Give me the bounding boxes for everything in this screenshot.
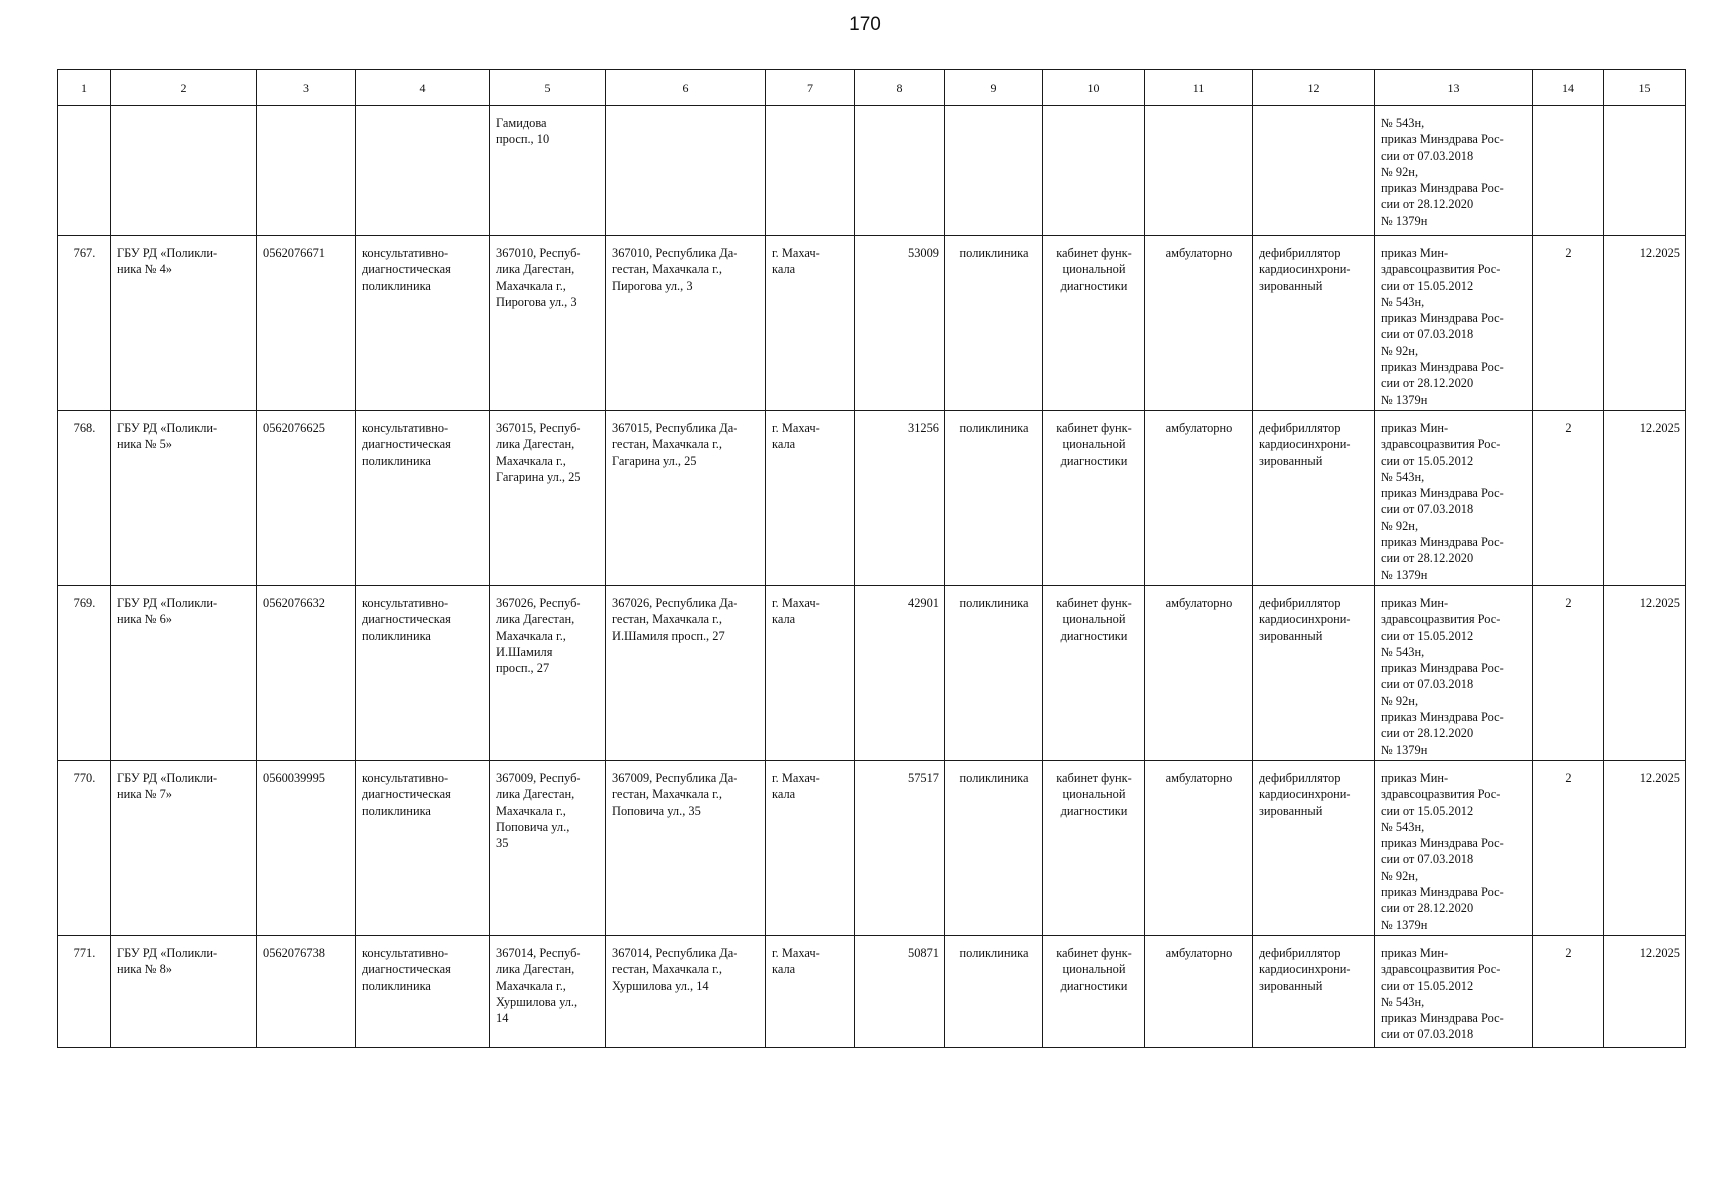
table-cell-col-10: кабинет функ- циональной диагностики: [1043, 411, 1145, 586]
column-header: 7: [766, 70, 855, 106]
table-cell-col-11: амбулаторно: [1145, 236, 1253, 411]
table-cell-col-11: амбулаторно: [1145, 586, 1253, 761]
table-cell-col-1: 768.: [58, 411, 111, 586]
table-cell-col-12: [1253, 106, 1375, 236]
table-cell-col-14: 2: [1533, 236, 1604, 411]
table-cell-col-7: г. Махач- кала: [766, 586, 855, 761]
table-cell-col-5: 367010, Респуб- лика Дагестан, Махачкала г., Пирогова ул., 3: [490, 236, 606, 411]
column-header: 6: [606, 70, 766, 106]
table-cell-col-2: ГБУ РД «Поликли- ника № 6»: [111, 586, 257, 761]
table-row: [58, 106, 1686, 236]
table-cell-col-3: 0560039995: [257, 761, 356, 936]
table-cell-col-7: г. Махач- кала: [766, 936, 855, 1048]
table-row: [58, 586, 1686, 761]
table-cell-col-6: 367009, Республика Да- гестан, Махачкала г., Поповича ул., 35: [606, 761, 766, 936]
column-header: 13: [1375, 70, 1533, 106]
table-cell-col-5: 367009, Респуб- лика Дагестан, Махачкала г., Поповича ул., 35: [490, 761, 606, 936]
table-cell-col-12: дефибриллятор кардиосинхрони- зированный: [1253, 236, 1375, 411]
table-cell-col-13: приказ Мин- здравсоцразвития Рос- сии от 15.05.2012 № 543н, приказ Минздрава Рос- сии от 07.03.2018 № 92н, приказ Минздрава Рос- сии от 28.12.2020 № 1379н: [1375, 586, 1533, 761]
header-row: [58, 70, 1686, 106]
table-cell-col-6: [606, 106, 766, 236]
table-cell-col-13: № 543н, приказ Минздрава Рос- сии от 07.03.2018 № 92н, приказ Минздрава Рос- сии от 28.12.2020 № 1379н: [1375, 106, 1533, 236]
table-cell-col-9: поликлиника: [945, 236, 1043, 411]
table-body: [58, 70, 1686, 1048]
table-cell-col-13: приказ Мин- здравсоцразвития Рос- сии от 15.05.2012 № 543н, приказ Минздрава Рос- сии от 07.03.2018 № 92н, приказ Минздрава Рос- сии от 28.12.2020 № 1379н: [1375, 761, 1533, 936]
column-header: 12: [1253, 70, 1375, 106]
table-cell-col-15: 12.2025: [1604, 761, 1686, 936]
table-cell-col-3: [257, 106, 356, 236]
table-cell-col-11: амбулаторно: [1145, 411, 1253, 586]
table-cell-col-11: амбулаторно: [1145, 936, 1253, 1048]
table-cell-col-5: 367026, Респуб- лика Дагестан, Махачкала г., И.Шамиля просп., 27: [490, 586, 606, 761]
table-cell-col-3: 0562076671: [257, 236, 356, 411]
table-cell-col-2: ГБУ РД «Поликли- ника № 8»: [111, 936, 257, 1048]
table-cell-col-9: поликлиника: [945, 761, 1043, 936]
table-cell-col-14: 2: [1533, 411, 1604, 586]
table-cell-col-2: ГБУ РД «Поликли- ника № 7»: [111, 761, 257, 936]
table-cell-col-8: 31256: [855, 411, 945, 586]
table-cell-col-7: [766, 106, 855, 236]
table-row: [58, 236, 1686, 411]
table-cell-col-10: [1043, 106, 1145, 236]
column-header: 15: [1604, 70, 1686, 106]
table-row: [58, 936, 1686, 1048]
table-cell-col-15: 12.2025: [1604, 936, 1686, 1048]
table-cell-col-13: приказ Мин- здравсоцразвития Рос- сии от 15.05.2012 № 543н, приказ Минздрава Рос- сии от 07.03.2018: [1375, 936, 1533, 1048]
table-cell-col-3: 0562076738: [257, 936, 356, 1048]
table-cell-col-1: 770.: [58, 761, 111, 936]
table-cell-col-1: 769.: [58, 586, 111, 761]
table-row: [58, 761, 1686, 936]
table-cell-col-5: 367014, Респуб- лика Дагестан, Махачкала г., Хуршилова ул., 14: [490, 936, 606, 1048]
column-header: 1: [58, 70, 111, 106]
table-cell-col-7: г. Махач- кала: [766, 761, 855, 936]
table-cell-col-14: 2: [1533, 586, 1604, 761]
table-cell-col-15: 12.2025: [1604, 236, 1686, 411]
registry-table: [57, 69, 1686, 1048]
table-cell-col-8: 42901: [855, 586, 945, 761]
table-cell-col-4: консультативно- диагностическая поликлиника: [356, 761, 490, 936]
column-header: 4: [356, 70, 490, 106]
table-cell-col-5: Гамидова просп., 10: [490, 106, 606, 236]
table-cell-col-10: кабинет функ- циональной диагностики: [1043, 761, 1145, 936]
table-cell-col-1: 771.: [58, 936, 111, 1048]
table-cell-col-6: 367015, Республика Да- гестан, Махачкала г., Гагарина ул., 25: [606, 411, 766, 586]
table-cell-col-12: дефибриллятор кардиосинхрони- зированный: [1253, 586, 1375, 761]
table-cell-col-2: ГБУ РД «Поликли- ника № 4»: [111, 236, 257, 411]
table-cell-col-5: 367015, Респуб- лика Дагестан, Махачкала г., Гагарина ул., 25: [490, 411, 606, 586]
column-header: 10: [1043, 70, 1145, 106]
table-cell-col-14: 2: [1533, 761, 1604, 936]
column-header: 5: [490, 70, 606, 106]
table-cell-col-9: поликлиника: [945, 936, 1043, 1048]
table-cell-col-6: 367010, Республика Да- гестан, Махачкала г., Пирогова ул., 3: [606, 236, 766, 411]
table-cell-col-7: г. Махач- кала: [766, 411, 855, 586]
table-cell-col-3: 0562076632: [257, 586, 356, 761]
table-cell-col-4: консультативно- диагностическая поликлиника: [356, 236, 490, 411]
table-cell-col-4: [356, 106, 490, 236]
table-cell-col-2: [111, 106, 257, 236]
table-cell-col-15: 12.2025: [1604, 411, 1686, 586]
table-cell-col-2: ГБУ РД «Поликли- ника № 5»: [111, 411, 257, 586]
table-cell-col-6: 367026, Республика Да- гестан, Махачкала г., И.Шамиля просп., 27: [606, 586, 766, 761]
page-number: 170: [849, 14, 881, 35]
table-cell-col-12: дефибриллятор кардиосинхрони- зированный: [1253, 411, 1375, 586]
table-cell-col-8: 50871: [855, 936, 945, 1048]
column-header: 9: [945, 70, 1043, 106]
table-row: [58, 411, 1686, 586]
table-cell-col-9: [945, 106, 1043, 236]
table-cell-col-3: 0562076625: [257, 411, 356, 586]
column-header: 14: [1533, 70, 1604, 106]
table-cell-col-8: 57517: [855, 761, 945, 936]
table-cell-col-15: 12.2025: [1604, 586, 1686, 761]
table-cell-col-13: приказ Мин- здравсоцразвития Рос- сии от 15.05.2012 № 543н, приказ Минздрава Рос- сии от 07.03.2018 № 92н, приказ Минздрава Рос- сии от 28.12.2020 № 1379н: [1375, 236, 1533, 411]
column-header: 2: [111, 70, 257, 106]
table-cell-col-15: [1604, 106, 1686, 236]
table-cell-col-4: консультативно- диагностическая поликлиника: [356, 586, 490, 761]
table-cell-col-11: [1145, 106, 1253, 236]
table-cell-col-14: [1533, 106, 1604, 236]
table-cell-col-1: 767.: [58, 236, 111, 411]
table-cell-col-6: 367014, Республика Да- гестан, Махачкала г., Хуршилова ул., 14: [606, 936, 766, 1048]
table-cell-col-12: дефибриллятор кардиосинхрони- зированный: [1253, 761, 1375, 936]
table-cell-col-12: дефибриллятор кардиосинхрони- зированный: [1253, 936, 1375, 1048]
table-cell-col-11: амбулаторно: [1145, 761, 1253, 936]
table-cell-col-10: кабинет функ- циональной диагностики: [1043, 586, 1145, 761]
table-cell-col-4: консультативно- диагностическая поликлиника: [356, 936, 490, 1048]
column-header: 3: [257, 70, 356, 106]
table-cell-col-8: 53009: [855, 236, 945, 411]
table-cell-col-13: приказ Мин- здравсоцразвития Рос- сии от 15.05.2012 № 543н, приказ Минздрава Рос- сии от 07.03.2018 № 92н, приказ Минздрава Рос- сии от 28.12.2020 № 1379н: [1375, 411, 1533, 586]
table-cell-col-9: поликлиника: [945, 586, 1043, 761]
table-cell-col-8: [855, 106, 945, 236]
table-cell-col-14: 2: [1533, 936, 1604, 1048]
column-header: 11: [1145, 70, 1253, 106]
table-cell-col-7: г. Махач- кала: [766, 236, 855, 411]
table-cell-col-10: кабинет функ- циональной диагностики: [1043, 936, 1145, 1048]
table-cell-col-10: кабинет функ- циональной диагностики: [1043, 236, 1145, 411]
table-cell-col-4: консультативно- диагностическая поликлиника: [356, 411, 490, 586]
column-header: 8: [855, 70, 945, 106]
table-cell-col-1: [58, 106, 111, 236]
table-cell-col-9: поликлиника: [945, 411, 1043, 586]
